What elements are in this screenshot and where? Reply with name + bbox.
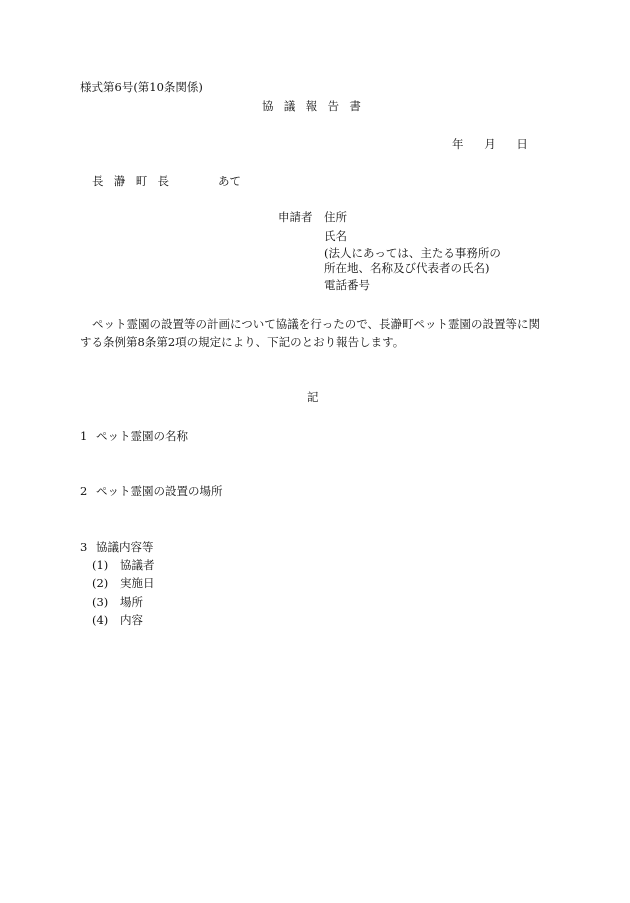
- sub-item-label: 場所: [120, 595, 143, 609]
- date-line: 年月日: [452, 137, 549, 151]
- applicant-address: 住所: [324, 210, 347, 224]
- item-label: ペット霊園の設置の場所: [96, 484, 223, 498]
- body-line-2: する条例第8条第2項の規定により、下記のとおり報告します。: [80, 335, 405, 349]
- item-number: 3: [80, 540, 88, 554]
- sub-item-number: (4): [92, 613, 109, 627]
- ki-heading: 記: [307, 390, 319, 404]
- item-label: ペット霊園の名称: [96, 429, 188, 443]
- sub-item-number: (1): [92, 558, 109, 572]
- sub-item-label: 内容: [120, 613, 143, 627]
- applicant-name: 氏名: [324, 229, 347, 243]
- item-number: 2: [80, 484, 88, 498]
- document-title: 協議報告書: [262, 99, 372, 113]
- body-line-1: ペット霊園の設置等の計画について協議を行ったので、長瀞町ペット霊園の設置等に関: [92, 317, 541, 331]
- addressee-suffix: あて: [218, 174, 241, 188]
- applicant-note-line2: 所在地、名称及び代表者の氏名): [324, 261, 490, 275]
- applicant-phone: 電話番号: [324, 278, 370, 292]
- sub-item-label: 実施日: [120, 576, 155, 590]
- addressee-name: 長瀞町長: [92, 174, 180, 188]
- item-number: 1: [80, 429, 88, 443]
- sub-item-label: 協議者: [120, 558, 155, 572]
- form-number: 様式第6号(第10条関係): [80, 80, 203, 94]
- item-label: 協議内容等: [96, 540, 154, 554]
- applicant-note-line1: (法人にあっては、主たる事務所の: [324, 246, 501, 260]
- sub-item-number: (2): [92, 576, 109, 590]
- sub-item-number: (3): [92, 595, 109, 609]
- applicant-label: 申請者: [278, 210, 313, 224]
